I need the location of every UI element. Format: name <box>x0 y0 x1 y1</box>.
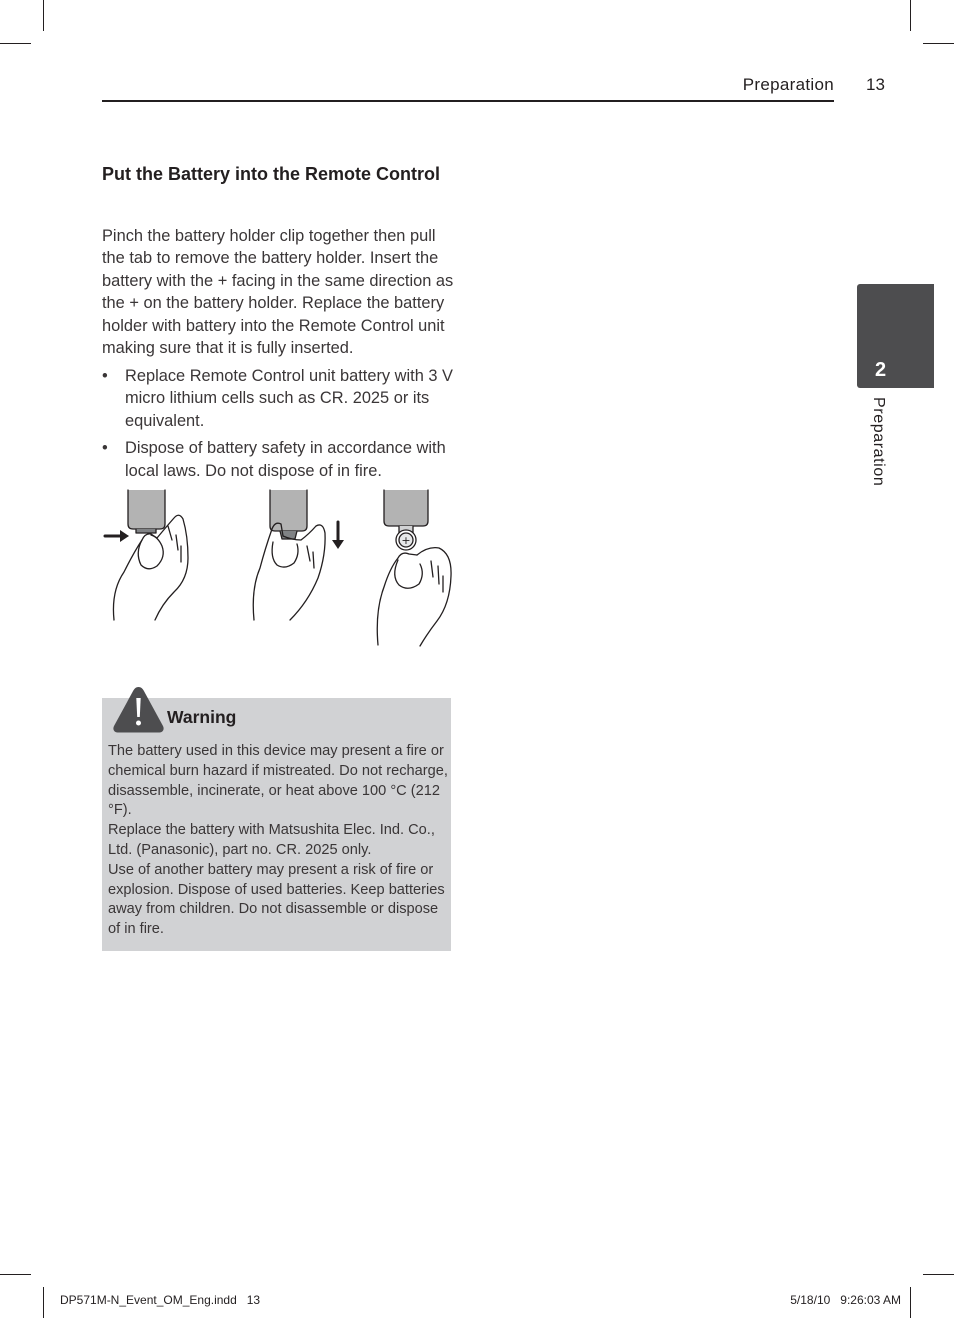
bullet-list <box>102 365 458 487</box>
arrow-right-icon <box>105 530 129 542</box>
list-item <box>102 365 458 432</box>
crop-mark <box>923 43 954 44</box>
coin-battery-icon <box>396 530 416 550</box>
warning-line: The battery used in this device may present a fire or chemical burn hazard if mistreated. Do not recharge, disassemble, incinerate, or heat above 100 °C (212 °F). <box>108 743 448 819</box>
arrow-down-icon <box>332 522 344 549</box>
crop-mark <box>0 43 31 44</box>
crop-mark <box>910 0 911 31</box>
warning-text <box>108 742 448 940</box>
crop-mark <box>0 1274 31 1275</box>
section-heading: Put the Battery into the Remote Control <box>102 164 441 184</box>
header-rule <box>102 100 834 102</box>
crop-mark <box>910 1287 911 1318</box>
list-item <box>102 437 458 482</box>
warning-line: Replace the battery with Matsushita Elec. Ind. Co., Ltd. (Panasonic), part no. CR. 2025 only. <box>108 822 435 858</box>
warning-title: Warning <box>167 707 237 727</box>
footer-timestamp: 5/18/10 9:26:03 AM <box>790 1293 901 1307</box>
hand-icon <box>377 548 451 646</box>
plus-mark: + <box>401 534 411 547</box>
remote-control-icon <box>384 490 428 535</box>
chapter-tab-label: Preparation <box>870 397 887 487</box>
running-header-title: Preparation <box>742 75 834 94</box>
remote-control-icon <box>128 490 165 533</box>
crop-mark <box>43 1287 44 1318</box>
footer-file-info: DP571M-N_Event_OM_Eng.indd 13 <box>60 1293 261 1307</box>
warning-line: Use of another battery may present a risk of fire or explosion. Dispose of used batteries. Keep batteries away from children. Do not disassemble or dispose of in fire. <box>108 861 445 938</box>
bullet-marker: • <box>102 439 108 458</box>
chapter-number: 2 <box>874 359 887 381</box>
page-number: 13 <box>866 75 885 94</box>
battery-insertion-illustration <box>102 488 454 650</box>
instruction-paragraph: Pinch the battery holder clip together then pull the tab to remove the battery holder. Insert the battery with the + facing in the same direction as the + on the battery holder. Replace the battery holder with battery into the Remote Control unit making sure that it is fully inserted. <box>102 227 454 358</box>
crop-mark <box>43 0 44 31</box>
remote-control-icon <box>270 490 307 539</box>
crop-mark <box>923 1274 954 1275</box>
bullet-text: Dispose of battery safety in accordance with local laws. Do not dispose of in fire. <box>125 439 446 480</box>
bullet-text: Replace Remote Control unit battery with 3 V micro lithium cells such as CR. 2025 or its equivalent. <box>125 367 453 430</box>
warning-exclamation-icon <box>112 686 165 734</box>
hand-icon <box>253 523 325 620</box>
bullet-marker: • <box>102 367 108 385</box>
